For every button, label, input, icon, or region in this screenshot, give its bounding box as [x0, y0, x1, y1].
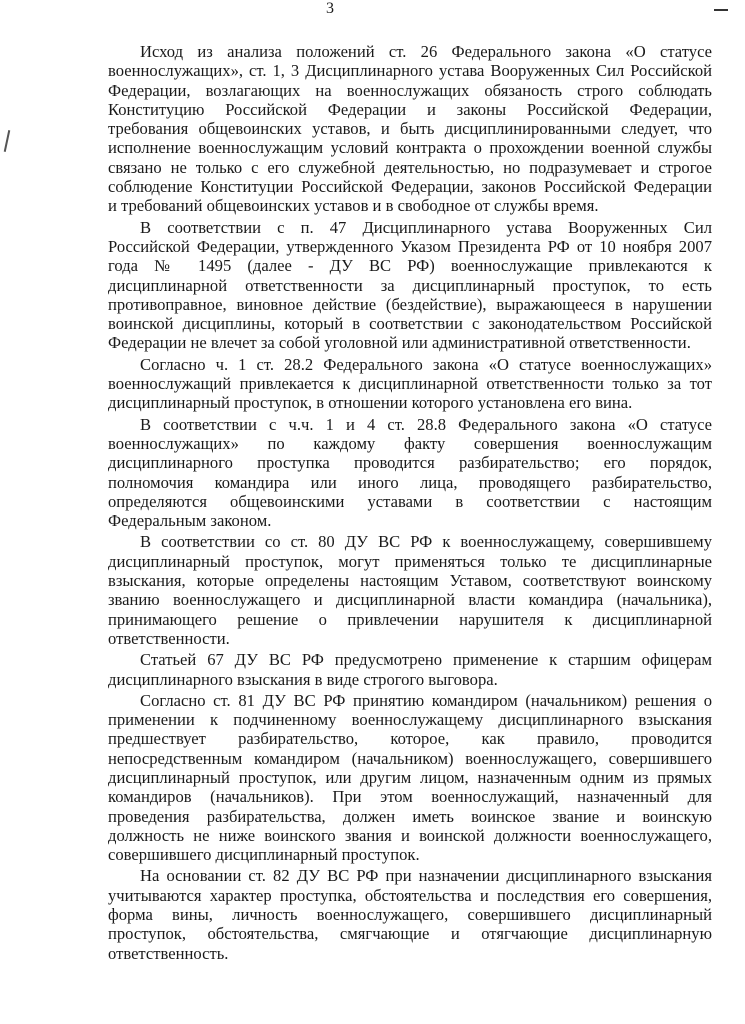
paragraph — [108, 42, 712, 216]
text-line: применении к подчиненному военнослужащему дисциплинарного взыскания — [108, 710, 712, 730]
paragraph — [108, 532, 712, 648]
text-line: В соответствии со ст. 80 ДУ ВС РФ к военнослужащему, совершившему — [140, 532, 712, 552]
paragraph — [108, 355, 712, 413]
text-line: противоправное, виновное действие (бездействие), выражающееся в нарушении — [108, 294, 712, 314]
text-line: воинской дисциплины, который в соответствии с законодательством Российской — [108, 314, 712, 334]
text-line: непосредственным командиром (начальником) военнослужащего, совершившего — [108, 748, 712, 768]
text-line: ответственность. — [108, 943, 229, 963]
text-line: В соответствии с п. 47 Дисциплинарного устава Вооруженных Сил — [140, 217, 712, 237]
paragraph — [108, 866, 712, 962]
text-line: и требований общевоинских уставов и в свободное от службы время. — [108, 196, 599, 216]
paragraph — [108, 415, 712, 531]
scan-mark-left-margin — [4, 130, 11, 152]
text-line: командиров (начальников). При этом военнослужащий, назначенный для — [108, 787, 712, 807]
paragraph — [108, 650, 712, 689]
text-line: исполнение военнослужащим условий контракта о прохождении военной службы — [108, 138, 712, 158]
text-line: проступок, обстоятельства, смягчающие и отягчающие дисциплинарную — [108, 924, 712, 944]
text-line: Федерации не влечет за собой уголовной или административной ответственности. — [108, 333, 691, 353]
text-line: форма вины, личность военнослужащего, совершившего дисциплинарный — [108, 905, 712, 925]
text-line: дисциплинарного взыскания в виде строгого выговора. — [108, 669, 498, 689]
text-line: дисциплинарный проступок, в отношении которого установлена его вина. — [108, 393, 633, 413]
text-line: Конституцию Российской Федерации и законы Российской Федерации, — [108, 99, 712, 119]
text-line: В соответствии с ч.ч. 1 и 4 ст. 28.8 Федерального закона «О статусе — [140, 414, 712, 434]
text-line: учитываются характер проступка, обстоятельства и последствия его совершения, — [108, 885, 712, 905]
text-line: На основании ст. 82 ДУ ВС РФ при назначении дисциплинарного взыскания — [140, 866, 712, 886]
text-line: соблюдение Конституции Российской Федерации, законов Российской Федерации — [108, 177, 712, 197]
text-line: Согласно ч. 1 ст. 28.2 Федерального закона «О статусе военнослужащих» — [140, 354, 712, 374]
paragraph — [108, 218, 712, 353]
text-line: Статьей 67 ДУ ВС РФ предусмотрено применение к старшим офицерам — [140, 650, 712, 670]
text-line: Федерации, возлагающих на военнослужащих обязаность строго соблюдать — [108, 80, 712, 100]
text-line: должность не ниже воинского звания и воинской должности военнослужащего, — [108, 825, 712, 845]
text-line: дисциплинарный проступок, или другим лицом, назначенным одним из прямых — [108, 767, 712, 787]
text-line: военнослужащих» по каждому факту совершения военнослужащим — [108, 433, 712, 453]
scan-mark-top-right — [714, 9, 728, 11]
text-line: дисциплинарного проступка проводится разбирательство; его порядок, — [108, 453, 712, 473]
document-body — [108, 42, 712, 963]
text-line: дисциплинарный проступок, могут применяться только те дисциплинарные — [108, 551, 712, 571]
text-line: года № 1495 (далее - ДУ ВС РФ) военнослужащие привлекаются к — [108, 256, 712, 276]
text-line: определяются общевоинскими уставами в соответствии с настоящим — [108, 491, 712, 511]
text-line: принимающего решение о привлечении нарушителя к дисциплинарной — [108, 609, 712, 629]
text-line: связано не только с его служебной деятельностью, но подразумевает и строгое — [108, 157, 712, 177]
text-line: совершившего дисциплинарный проступок. — [108, 845, 420, 865]
text-line: требования общевоинских уставов, и быть дисциплинированными следует, что — [108, 119, 712, 139]
text-line: Российской Федерации, утвержденного Указом Президента РФ от 10 ноября 2007 — [108, 236, 712, 256]
text-line: ответственности. — [108, 628, 230, 648]
text-line: дисциплинарной ответственности за дисциплинарный проступок, то есть — [108, 275, 712, 295]
paragraph — [108, 691, 712, 865]
text-line: военнослужащих», ст. 1, 3 Дисциплинарного устава Вооруженных Сил Российской — [108, 61, 712, 81]
page-number: 3 — [326, 0, 334, 17]
text-line: военнослужащий привлекается к дисциплинарной ответственности только за тот — [108, 374, 712, 394]
text-line: Согласно ст. 81 ДУ ВС РФ принятию командиром (начальником) решения о — [140, 690, 712, 710]
text-line: взыскания, которые определены настоящим Уставом, соответствуют воинскому — [108, 571, 712, 591]
text-line: званию военнослужащего и дисциплинарной власти командира (начальника), — [108, 590, 712, 610]
text-line: проведения разбирательства, должен иметь воинское звание и воинскую — [108, 806, 712, 826]
text-line: Исход из анализа положений ст. 26 Федерального закона «О статусе — [140, 42, 712, 61]
text-line: полномочия командира или иного лица, проводящего разбирательство, — [108, 472, 712, 492]
text-line: Федеральным законом. — [108, 511, 272, 531]
text-line: предшествует разбирательство, которое, как правило, проводится — [108, 729, 712, 749]
